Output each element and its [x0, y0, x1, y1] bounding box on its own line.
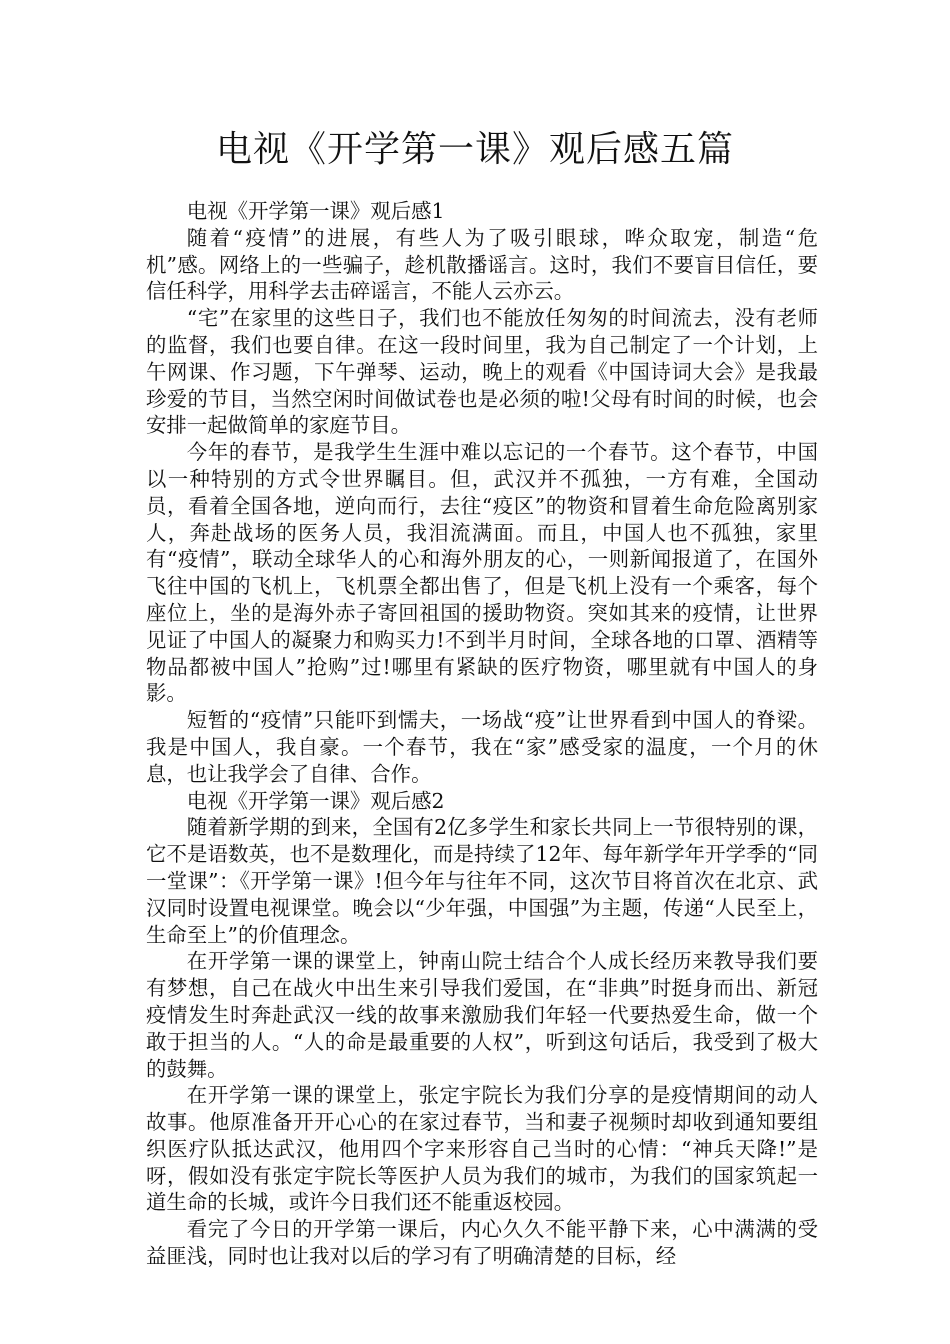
paragraph: “宅”在家里的这些日子，我们也不能放任匆匆的时间流去，没有老师的监督，我们也要自律。在这一段时间里，我为自己制定了一个计划，上午网课、作习题，下午弹琴、运动，晚上的观看《中国诗词大会》是我最珍爱的节目，当然空闲时间做试卷也是必须的啦!父母有时间的时候，也会安排一起做简单的家庭节目。 — [146, 306, 818, 438]
paragraph: 看完了今日的开学第一课后，内心久久不能平静下来，心中满满的受益匪浅，同时也让我对以后的学习有了明确清楚的目标，经 — [146, 1217, 818, 1269]
section-heading: 电视《开学第一课》观后感1 — [186, 199, 445, 223]
paragraph: 今年的春节，是我学生生涯中难以忘记的一个春节。这个春节，中国以一种特别的方式令世界瞩目。但，武汉并不孤独，一方有难，全国动员，看着全国各地，逆向而行，去往“疫区”的物资和冒着生命危险离别家人，奔赴战场的医务人员，我泪流满面。而且，中国人也不孤独，家里有“疫情”，联动全球华人的心和海外朋友的心，一则新闻报道了，在国外飞往中国的飞机上，飞机票全都出售了，但是飞机上没有一个乘客，每个座位上，坐的是海外赤子寄回祖国的援助物资。突如其来的疫情，让世界见证了中国人的凝聚力和购买力!不到半月时间，全球各地的口罩、酒精等物品都被中国人”抢购”过!哪里有紧缺的医疗物资，哪里就有中国人的身影。 — [146, 440, 818, 706]
document-body — [146, 198, 818, 1270]
paragraph: 在开学第一课的课堂上，张定宇院长为我们分享的是疫情期间的动人故事。他原准备开开心心的在家过春节，当和妻子视频时却收到通知要组织医疗队抵达武汉，他用四个字来形容自己当时的心情：“神兵天降!”是呀，假如没有张定宇院长等医护人员为我们的城市，为我们的国家筑起一道生命的长城，或许今日我们还不能重返校园。 — [146, 1083, 818, 1215]
document-title: 电视《开学第一课》观后感五篇 — [215, 129, 734, 170]
paragraph: 在开学第一课的课堂上，钟南山院士结合个人成长经历来教导我们要有梦想，自己在战火中出生来引导我们爱国，在“非典”时挺身而出、新冠疫情发生时奔赴武汉一线的故事来激励我们年轻一代要热爱生命，做一个敢于担当的人。“人的命是最重要的人权”，听到这句话后，我受到了极大的鼓舞。 — [146, 949, 818, 1081]
paragraph: 短暂的“疫情”只能吓到懦夫，一场战“疫”让世界看到中国人的脊梁。我是中国人，我自豪。一个春节，我在“家”感受家的温度，一个月的休息，也让我学会了自律、合作。 — [146, 708, 818, 786]
paragraph: 随着“疫情”的进展，有些人为了吸引眼球，哗众取宠，制造“危机”感。网络上的一些骗子，趁机散播谣言。这时，我们不要盲目信任，要信任科学，用科学去击碎谣言，不能人云亦云。 — [146, 225, 818, 304]
section-heading: 电视《开学第一课》观后感2 — [186, 788, 445, 813]
paragraph: 随着新学期的到来，全国有2亿多学生和家长共同上一节很特别的课，它不是语数英，也不是数理化，而是持续了12年、每年新学年开学季的“同一堂课”：《开学第一课》!但今年与往年不同，这次节目将首次在北京、武汉同时设置电视课堂。晚会以“少年强，中国强”为主题，传递“人民至上，生命至上”的价值理念。 — [146, 815, 818, 947]
